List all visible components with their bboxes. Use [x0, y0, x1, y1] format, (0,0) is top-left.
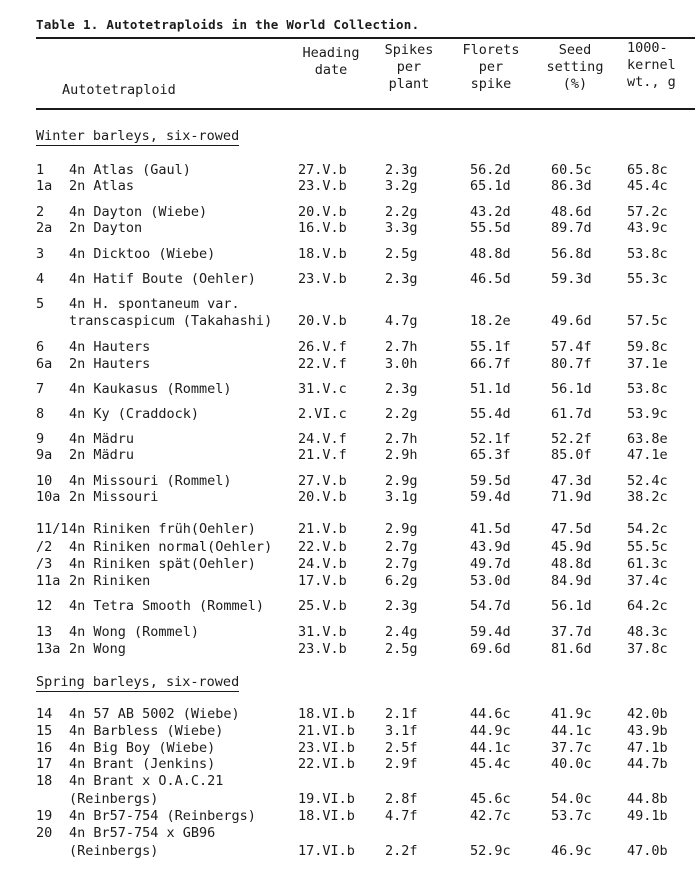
- cell-seed: 59.3d: [551, 271, 592, 287]
- cell-heading: 21.VI.b: [298, 723, 355, 739]
- cell-num: 18: [36, 773, 53, 789]
- cell-spikes: 3.1g: [385, 489, 418, 505]
- cell-heading: 20.V.b: [298, 489, 347, 505]
- cell-heading: 25.V.b: [298, 598, 347, 614]
- header-spikes-per-plant: Spikes per plant: [384, 42, 434, 92]
- cell-name: 4n Br57-754 x GB96: [69, 825, 216, 841]
- cell-name: 4n Dayton (Wiebe): [69, 204, 208, 220]
- cell-name: 4n Kaukasus (Rommel): [69, 381, 232, 397]
- cell-num: 20: [36, 825, 53, 841]
- cell-spikes: 2.1f: [385, 706, 418, 722]
- cell-num: 12: [36, 598, 53, 614]
- cell-kernel: 47.1e: [627, 447, 668, 463]
- cell-kernel: 45.4c: [627, 178, 668, 194]
- cell-florets: 55.1f: [470, 339, 511, 355]
- cell-spikes: 3.2g: [385, 178, 418, 194]
- cell-num: 13a: [36, 641, 61, 657]
- cell-seed: 47.3d: [551, 473, 592, 489]
- cell-florets: 65.3f: [470, 447, 511, 463]
- cell-name: 4n H. spontaneum var.: [69, 296, 240, 312]
- cell-seed: 89.7d: [551, 220, 592, 236]
- cell-heading: 23.V.b: [298, 178, 347, 194]
- cell-florets: 53.0d: [470, 573, 511, 589]
- cell-florets: 43.2d: [470, 204, 511, 220]
- cell-heading: 22.VI.b: [298, 756, 355, 772]
- cell-num: 6a: [36, 356, 53, 372]
- cell-name: 2n Atlas: [69, 178, 135, 194]
- cell-heading: 20.V.b: [298, 204, 347, 220]
- table-caption: Table 1. Autotetraploids in the World Collection.: [36, 17, 420, 32]
- cell-spikes: 4.7g: [385, 313, 418, 329]
- cell-name: 4n 57 AB 5002 (Wiebe): [69, 706, 240, 722]
- cell-num: 10: [36, 473, 53, 489]
- cell-spikes: 2.9g: [385, 473, 418, 489]
- cell-heading: 20.V.b: [298, 313, 347, 329]
- cell-spikes: 2.4g: [385, 624, 418, 640]
- cell-kernel: 54.2c: [627, 521, 668, 537]
- cell-heading: 22.V.b: [298, 539, 347, 555]
- cell-seed: 85.0f: [551, 447, 592, 463]
- cell-name: 2n Wong: [69, 641, 126, 657]
- cell-num: 14: [36, 706, 53, 722]
- cell-heading: 18.VI.b: [298, 706, 355, 722]
- cell-name: transcaspicum (Takahashi): [69, 313, 273, 329]
- cell-spikes: 4.7f: [385, 808, 418, 824]
- cell-name: (Reinbergs): [69, 791, 159, 807]
- cell-florets: 54.7d: [470, 598, 511, 614]
- cell-spikes: 2.5g: [385, 246, 418, 262]
- cell-florets: 56.2d: [470, 162, 511, 178]
- cell-kernel: 47.1b: [627, 740, 668, 756]
- cell-num: 11/1: [36, 521, 69, 537]
- cell-num: 10a: [36, 489, 61, 505]
- cell-florets: 51.1d: [470, 381, 511, 397]
- cell-florets: 59.4d: [470, 624, 511, 640]
- cell-num: /3: [36, 556, 53, 572]
- cell-heading: 22.V.f: [298, 356, 347, 372]
- cell-name: 4n Brant x O.A.C.21: [69, 773, 224, 789]
- cell-kernel: 61.3c: [627, 556, 668, 572]
- cell-seed: 81.6d: [551, 641, 592, 657]
- cell-florets: 44.6c: [470, 706, 511, 722]
- cell-kernel: 49.1b: [627, 808, 668, 824]
- header-rule: [36, 108, 695, 110]
- cell-florets: 66.7f: [470, 356, 511, 372]
- cell-num: 13: [36, 624, 53, 640]
- cell-heading: 2.VI.c: [298, 406, 347, 422]
- cell-kernel: 42.0b: [627, 706, 668, 722]
- header-heading-date: Heading date: [302, 45, 360, 78]
- cell-spikes: 2.3g: [385, 162, 418, 178]
- cell-kernel: 64.2c: [627, 598, 668, 614]
- cell-heading: 23.V.b: [298, 271, 347, 287]
- cell-name: (Reinbergs): [69, 843, 159, 859]
- cell-seed: 57.4f: [551, 339, 592, 355]
- section-spring: Spring barleys, six-rowed: [36, 674, 240, 690]
- cell-name: 4n Wong (Rommel): [69, 624, 200, 640]
- cell-kernel: 43.9b: [627, 723, 668, 739]
- cell-num: 6: [36, 339, 45, 355]
- header-florets-per-spike: Florets per spike: [462, 42, 520, 92]
- cell-seed: 52.2f: [551, 431, 592, 447]
- cell-florets: 59.4d: [470, 489, 511, 505]
- cell-heading: 26.V.f: [298, 339, 347, 355]
- header-seed-setting: Seed setting (%): [546, 42, 604, 92]
- cell-spikes: 2.9f: [385, 756, 418, 772]
- cell-heading: 19.VI.b: [298, 791, 355, 807]
- cell-name: 4n Barbless (Wiebe): [69, 723, 224, 739]
- cell-florets: 48.8d: [470, 246, 511, 262]
- cell-kernel: 37.8c: [627, 641, 668, 657]
- cell-kernel: 55.3c: [627, 271, 668, 287]
- cell-seed: 56.1d: [551, 381, 592, 397]
- cell-num: /2: [36, 539, 53, 555]
- cell-name: 4n Riniken spät(Oehler): [69, 556, 256, 572]
- cell-kernel: 53.8c: [627, 381, 668, 397]
- cell-kernel: 59.8c: [627, 339, 668, 355]
- cell-name: 4n Br57-754 (Reinbergs): [69, 808, 256, 824]
- cell-heading: 21.V.b: [298, 521, 347, 537]
- cell-name: 4n Atlas (Gaul): [69, 162, 191, 178]
- cell-seed: 56.1d: [551, 598, 592, 614]
- cell-kernel: 53.9c: [627, 406, 668, 422]
- cell-name: 2n Dayton: [69, 220, 143, 236]
- cell-kernel: 65.8c: [627, 162, 668, 178]
- cell-kernel: 47.0b: [627, 843, 668, 859]
- cell-spikes: 2.9h: [385, 447, 418, 463]
- cell-name: 2n Missouri: [69, 489, 159, 505]
- cell-kernel: 52.4c: [627, 473, 668, 489]
- cell-name: 4n Hatif Boute (Oehler): [69, 271, 256, 287]
- cell-florets: 46.5d: [470, 271, 511, 287]
- cell-florets: 43.9d: [470, 539, 511, 555]
- cell-name: 4n Riniken normal(Oehler): [69, 539, 273, 555]
- cell-florets: 44.9c: [470, 723, 511, 739]
- cell-kernel: 57.2c: [627, 204, 668, 220]
- cell-spikes: 2.7g: [385, 556, 418, 572]
- cell-florets: 18.2e: [470, 313, 511, 329]
- cell-num: 2: [36, 204, 45, 220]
- cell-spikes: 2.9g: [385, 521, 418, 537]
- top-rule: [36, 37, 695, 39]
- cell-florets: 69.6d: [470, 641, 511, 657]
- cell-num: 17: [36, 756, 53, 772]
- cell-heading: 31.V.b: [298, 624, 347, 640]
- cell-florets: 59.5d: [470, 473, 511, 489]
- cell-kernel: 37.1e: [627, 356, 668, 372]
- cell-num: 11a: [36, 573, 61, 589]
- cell-seed: 86.3d: [551, 178, 592, 194]
- cell-num: 2a: [36, 220, 53, 236]
- cell-heading: 31.V.c: [298, 381, 347, 397]
- cell-num: 5: [36, 296, 45, 312]
- cell-florets: 55.5d: [470, 220, 511, 236]
- cell-num: 15: [36, 723, 53, 739]
- cell-spikes: 2.2g: [385, 406, 418, 422]
- header-variety: Autotetraploid: [62, 82, 176, 98]
- cell-heading: 18.VI.b: [298, 808, 355, 824]
- cell-name: 4n Mädru: [69, 431, 135, 447]
- cell-spikes: 2.5f: [385, 740, 418, 756]
- cell-spikes: 3.0h: [385, 356, 418, 372]
- cell-seed: 71.9d: [551, 489, 592, 505]
- cell-name: 2n Riniken: [69, 573, 151, 589]
- cell-heading: 23.VI.b: [298, 740, 355, 756]
- cell-seed: 48.6d: [551, 204, 592, 220]
- cell-florets: 55.4d: [470, 406, 511, 422]
- cell-spikes: 3.3g: [385, 220, 418, 236]
- cell-heading: 23.V.b: [298, 641, 347, 657]
- cell-name: 2n Mädru: [69, 447, 135, 463]
- cell-kernel: 57.5c: [627, 313, 668, 329]
- cell-florets: 45.6c: [470, 791, 511, 807]
- cell-name: 4n Hauters: [69, 339, 151, 355]
- cell-heading: 17.VI.b: [298, 843, 355, 859]
- cell-spikes: 6.2g: [385, 573, 418, 589]
- cell-heading: 17.V.b: [298, 573, 347, 589]
- cell-spikes: 2.7h: [385, 339, 418, 355]
- cell-heading: 18.V.b: [298, 246, 347, 262]
- cell-florets: 52.9c: [470, 843, 511, 859]
- cell-spikes: 2.2g: [385, 204, 418, 220]
- cell-seed: 47.5d: [551, 521, 592, 537]
- cell-name: 4n Riniken früh(Oehler): [69, 521, 256, 537]
- cell-spikes: 2.3g: [385, 598, 418, 614]
- cell-name: 4n Brant (Jenkins): [69, 756, 216, 772]
- cell-kernel: 43.9c: [627, 220, 668, 236]
- cell-seed: 40.0c: [551, 756, 592, 772]
- cell-name: 4n Dicktoo (Wiebe): [69, 246, 216, 262]
- cell-heading: 16.V.b: [298, 220, 347, 236]
- cell-spikes: 2.7g: [385, 539, 418, 555]
- cell-spikes: 2.3g: [385, 381, 418, 397]
- cell-spikes: 2.3g: [385, 271, 418, 287]
- cell-seed: 54.0c: [551, 791, 592, 807]
- cell-name: 4n Tetra Smooth (Rommel): [69, 598, 265, 614]
- cell-num: 3: [36, 246, 45, 262]
- cell-spikes: 2.7h: [385, 431, 418, 447]
- cell-heading: 24.V.f: [298, 431, 347, 447]
- cell-num: 1: [36, 162, 45, 178]
- cell-seed: 48.8d: [551, 556, 592, 572]
- cell-florets: 52.1f: [470, 431, 511, 447]
- cell-heading: 21.V.f: [298, 447, 347, 463]
- cell-num: 4: [36, 271, 45, 287]
- section-winter: Winter barleys, six-rowed: [36, 128, 240, 144]
- cell-num: 8: [36, 406, 45, 422]
- cell-spikes: 2.8f: [385, 791, 418, 807]
- cell-name: 4n Big Boy (Wiebe): [69, 740, 216, 756]
- cell-seed: 44.1c: [551, 723, 592, 739]
- header-kernel-weight: 1000- kernel wt., g: [627, 40, 676, 90]
- cell-num: 1a: [36, 178, 53, 194]
- cell-seed: 49.6d: [551, 313, 592, 329]
- cell-spikes: 2.5g: [385, 641, 418, 657]
- cell-heading: 27.V.b: [298, 162, 347, 178]
- cell-seed: 45.9d: [551, 539, 592, 555]
- cell-num: 7: [36, 381, 45, 397]
- cell-seed: 56.8d: [551, 246, 592, 262]
- cell-heading: 24.V.b: [298, 556, 347, 572]
- cell-num: 9: [36, 431, 45, 447]
- cell-seed: 61.7d: [551, 406, 592, 422]
- cell-name: 4n Missouri (Rommel): [69, 473, 232, 489]
- cell-spikes: 2.2f: [385, 843, 418, 859]
- cell-kernel: 48.3c: [627, 624, 668, 640]
- cell-seed: 53.7c: [551, 808, 592, 824]
- cell-kernel: 38.2c: [627, 489, 668, 505]
- cell-florets: 49.7d: [470, 556, 511, 572]
- cell-seed: 41.9c: [551, 706, 592, 722]
- cell-kernel: 44.8b: [627, 791, 668, 807]
- cell-florets: 42.7c: [470, 808, 511, 824]
- cell-seed: 84.9d: [551, 573, 592, 589]
- cell-kernel: 37.4c: [627, 573, 668, 589]
- cell-seed: 80.7f: [551, 356, 592, 372]
- cell-name: 2n Hauters: [69, 356, 151, 372]
- cell-num: 19: [36, 808, 53, 824]
- cell-florets: 65.1d: [470, 178, 511, 194]
- cell-kernel: 55.5c: [627, 539, 668, 555]
- cell-seed: 37.7c: [551, 740, 592, 756]
- cell-seed: 46.9c: [551, 843, 592, 859]
- cell-florets: 41.5d: [470, 521, 511, 537]
- cell-num: 16: [36, 740, 53, 756]
- cell-florets: 45.4c: [470, 756, 511, 772]
- cell-seed: 60.5c: [551, 162, 592, 178]
- cell-kernel: 44.7b: [627, 756, 668, 772]
- cell-kernel: 63.8e: [627, 431, 668, 447]
- cell-kernel: 53.8c: [627, 246, 668, 262]
- cell-name: 4n Ky (Craddock): [69, 406, 200, 422]
- cell-num: 9a: [36, 447, 53, 463]
- cell-heading: 27.V.b: [298, 473, 347, 489]
- cell-spikes: 3.1f: [385, 723, 418, 739]
- cell-florets: 44.1c: [470, 740, 511, 756]
- cell-seed: 37.7d: [551, 624, 592, 640]
